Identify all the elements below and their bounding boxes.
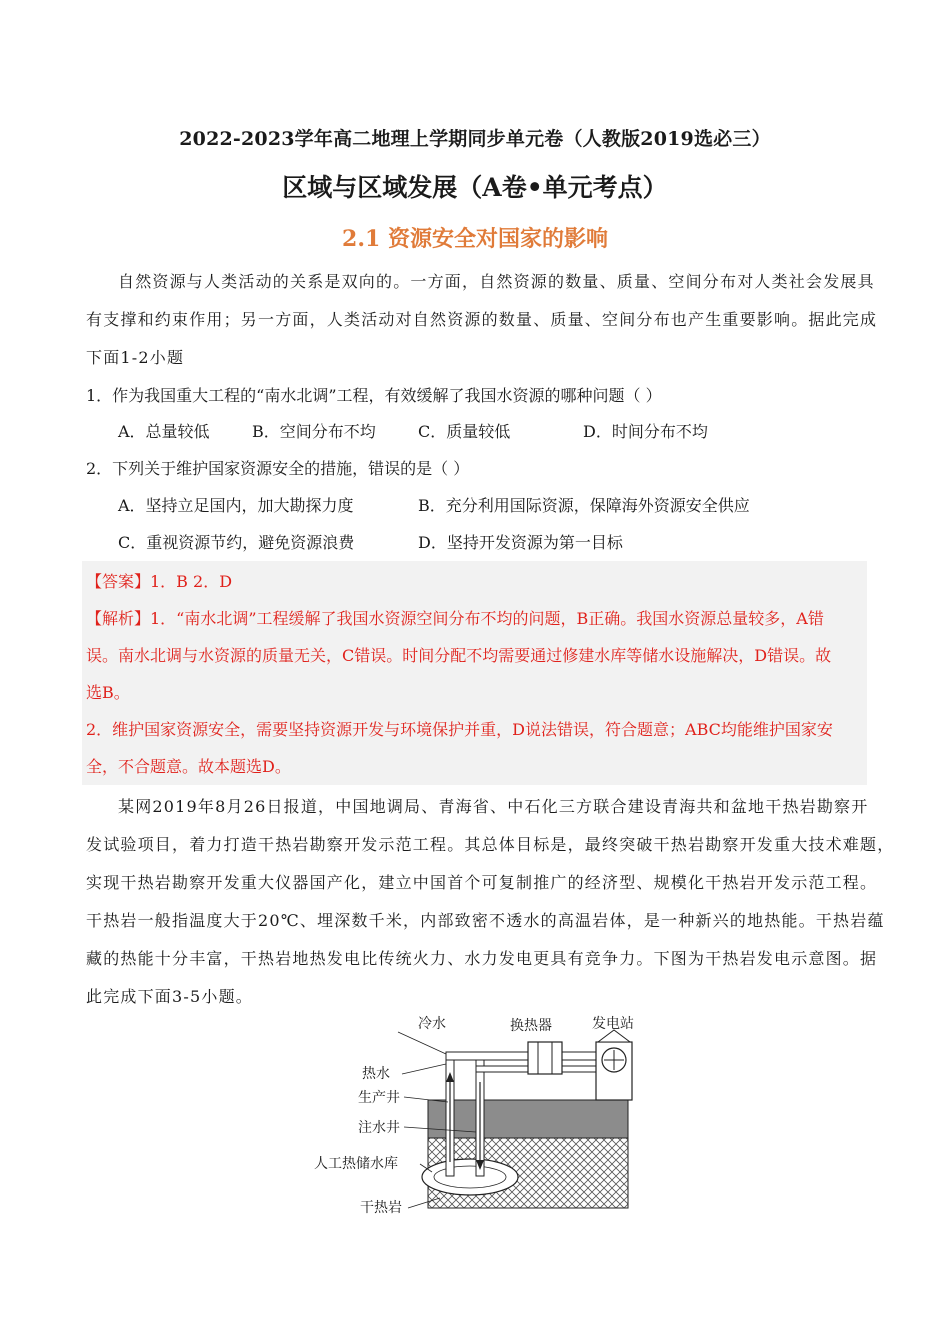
explanation-line5: 全，不合题意。故本题选D。 — [86, 757, 291, 776]
question-1-stem: 1．作为我国重大工程的“南水北调”工程，有效缓解了我国水资源的哪种问题（ ） — [86, 386, 662, 405]
q2-option-c: C．重视资源节约，避免资源浪费 — [118, 533, 355, 552]
label-power-station: 发电站 — [592, 1016, 634, 1032]
label-injection-well: 注水井 — [358, 1120, 400, 1136]
q2-option-b: B．充分利用国际资源，保障海外资源安全供应 — [418, 496, 750, 515]
passage1-line2: 有支撑和约束作用；另一方面，人类活动对自然资源的数量、质量、空间分布也产生重要影响。据此完成 — [86, 310, 878, 329]
explanation-line4: 2．维护国家资源安全，需要坚持资源开发与环境保护并重，D说法错误，符合题意；ABC均能维护国家安 — [86, 720, 833, 739]
reservoir-shape — [422, 1159, 518, 1195]
explanation-line2: 误。南水北调与水资源的质量无关，C错误。时间分配不均需要通过修建水库等储水设施解决，D错误。故 — [86, 646, 832, 665]
passage2-line6: 此完成下面3-5小题。 — [86, 987, 253, 1006]
q1-option-b: B．空间分布不均 — [252, 422, 376, 441]
q1-option-c: C．质量较低 — [418, 422, 511, 441]
explanation-line3: 选B。 — [86, 683, 130, 702]
sediment-layer — [428, 1100, 628, 1138]
question-2-stem: 2．下列关于维护国家资源安全的措施，错误的是（ ） — [86, 459, 470, 478]
passage1-line3: 下面1-2小题 — [86, 348, 185, 367]
label-dry-hot-rock: 干热岩 — [360, 1200, 402, 1216]
dry-hot-rock-diagram — [300, 1012, 680, 1222]
label-cold-water: 冷水 — [418, 1016, 446, 1032]
label-hot-water: 热水 — [362, 1066, 390, 1082]
q2-option-d: D．坚持开发资源为第一目标 — [418, 533, 623, 552]
unit-title: 区域与区域发展（A卷•单元考点） — [282, 173, 668, 202]
passage2-line1: 某网2019年8月26日报道，中国地调局、青海省、中石化三方联合建设青海共和盆地干热岩勘察开 — [118, 797, 869, 816]
heat-exchanger-shape — [528, 1042, 562, 1074]
label-production-well: 生产井 — [358, 1090, 400, 1106]
label-reservoir: 人工热储水库 — [314, 1156, 398, 1172]
answer-line: 【答案】1．B 2．D — [86, 572, 233, 591]
q1-option-d: D．时间分布不均 — [583, 422, 708, 441]
q2-option-a: A．坚持立足国内，加大勘探力度 — [118, 496, 354, 515]
q1-option-a: A．总量较低 — [118, 422, 210, 441]
passage2-line4: 干热岩一般指温度大于20℃、埋深数千米，内部致密不透水的高温岩体，是一种新兴的地热能。干热岩蕴 — [86, 911, 885, 930]
passage1-line1: 自然资源与人类活动的关系是双向的。一方面，自然资源的数量、质量、空间分布对人类社会发展具 — [118, 272, 875, 291]
section-title: 2.1 资源安全对国家的影响 — [342, 226, 608, 252]
label-heat-exchanger: 换热器 — [510, 1018, 552, 1034]
exam-title: 2022-2023学年高二地理上学期同步单元卷（人教版2019选必三） — [179, 128, 771, 150]
passage2-line2: 发试验项目，着力打造干热岩勘察开发示范工程。其总体目标是，最终突破干热岩勘察开发重大技术难题， — [86, 835, 895, 854]
passage2-line5: 藏的热能十分丰富，干热岩地热发电比传统火力、水力发电更具有竞争力。下图为干热岩发电示意图。据 — [86, 949, 878, 968]
answer-box — [82, 561, 867, 785]
explanation-line1: 【解析】1．“南水北调”工程缓解了我国水资源空间分布不均的问题，B正确。我国水资源总量较多，A错 — [86, 609, 824, 628]
passage2-line3: 实现干热岩勘察开发重大仪器国产化，建立中国首个可复制推广的经济型、规模化干热岩开发示范工程。 — [86, 873, 878, 892]
